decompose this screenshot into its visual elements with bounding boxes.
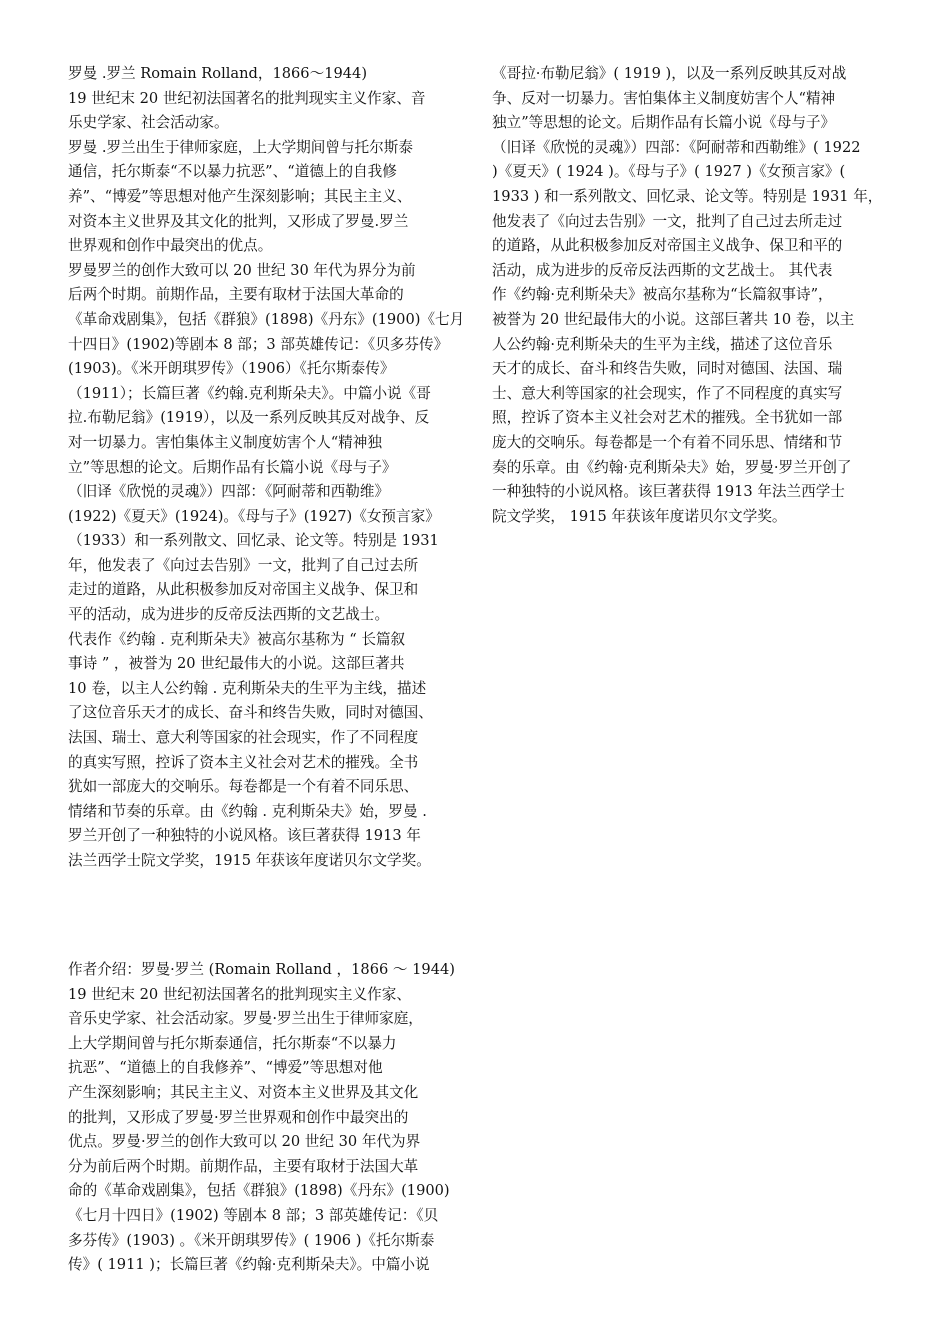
text-line: 独立”等思想的论文。后期作品有长篇小说《母与子》: [492, 114, 836, 132]
text-line: 音乐史学家、社会活动家。罗曼·罗兰出生于律师家庭，: [68, 1010, 423, 1028]
text-line: 法国、瑞士、意大利等国家的社会现实，作了不同程度: [68, 729, 419, 747]
text-line: 年，他发表了《向过去告别》一文，批判了自己过去所: [68, 556, 419, 574]
text-line: 士、意大利等国家的社会现实，作了不同程度的真实写: [492, 384, 843, 402]
text-line: 事诗 ” ，被誉为 20 世纪最伟大的小说。这部巨著共: [68, 655, 405, 673]
text-line: 19 世纪末 20 世纪初法国著名的批判现实主义作家、: [68, 985, 411, 1003]
text-line: 十四日》(1902)等剧本 8 部；3 部英雄传记：《贝多芬传》: [68, 335, 449, 353]
text-line: 命的《革命戏剧集》，包括《群狼》(1898)《丹东》(1900): [68, 1182, 450, 1200]
text-line: 乐史学家、社会活动家。: [68, 114, 229, 132]
text-line: （旧译《欣悦的灵魂》）四部：《阿耐蒂和西勒维》( 1922: [492, 138, 861, 156]
text-line: 分为前后两个时期。前期作品，主要有取材于法国大革: [68, 1157, 419, 1175]
right-column: [492, 62, 892, 529]
text-line: 后两个时期。前期作品，主要有取材于法国大革命的: [68, 286, 404, 304]
text-line: 对一切暴力。害怕集体主义制度妨害个人“精神独: [68, 433, 382, 451]
text-line: 1933 ) 和一系列散文、回忆录、论文等。特别是 1931 年，: [492, 187, 883, 205]
text-line: 多芬传》(1903) 。《米开朗琪罗传》( 1906 )《托尔斯泰: [68, 1231, 435, 1249]
text-line: 被誉为 20 世纪最伟大的小说。这部巨著共 10 卷，以主: [492, 310, 855, 328]
text-line: 天才的成长、奋斗和终告失败，同时对德国、法国、瑞: [492, 360, 843, 378]
text-line: 罗曼罗兰的创作大致可以 20 世纪 30 年代为界分为前: [68, 261, 416, 279]
text-line: 走过的道路，从此积极参加反对帝国主义战争、保卫和: [68, 581, 419, 599]
text-line: 19 世纪末 20 世纪初法国著名的批判现实主义作家、音: [68, 89, 426, 107]
text-line: 罗曼 .罗兰出生于律师家庭，上大学期间曾与托尔斯泰: [68, 138, 413, 156]
text-line: 人公约翰·克利斯朵夫的生平为主线，描述了这位音乐: [492, 335, 833, 353]
text-line: (1922)《夏天》(1924)。《母与子》(1927)《女预言家》: [68, 507, 440, 525]
text-line: 对资本主义世界及其文化的批判，又形成了罗曼.罗兰: [68, 212, 409, 230]
text-line: 罗曼 .罗兰 Romain Rolland，1866～1944): [68, 65, 368, 82]
left-column-top: [68, 62, 478, 874]
text-line: （1911）；长篇巨著《约翰.克利斯朵夫》。中篇小说《哥: [68, 384, 431, 402]
text-line: 庞大的交响乐。每卷都是一个有着不同乐思、情绪和节: [492, 433, 843, 451]
text-line: 照，控诉了资本主义社会对艺术的摧残。全书犹如一部: [492, 409, 843, 427]
text-line: 代表作《约翰 . 克利斯朵夫》被高尔基称为 “ 长篇叙: [68, 630, 406, 648]
text-line: 的批判，又形成了罗曼·罗兰世界观和创作中最突出的: [68, 1108, 409, 1126]
text-line: 《哥拉·布勒尼翁》( 1919 )，以及一系列反映其反对战: [492, 65, 847, 82]
text-line: （1933）和一系列散文、回忆录、论文等。特别是 1931: [68, 532, 439, 550]
text-line: 作《约翰·克利斯朵夫》被高尔基称为“长篇叙事诗”，: [492, 286, 833, 304]
text-line: 他发表了《向过去告别》一文，批判了自己过去所走过: [492, 212, 843, 230]
text-line: 优点。罗曼·罗兰的创作大致可以 20 世纪 30 年代为界: [68, 1133, 421, 1151]
text-line: (1903)。《米开朗琪罗传》（1906）《托尔斯泰传》: [68, 360, 395, 378]
text-line: 立”等思想的论文。后期作品有长篇小说《母与子》: [68, 458, 397, 476]
text-line: 法兰西学士院文学奖，1915 年获该年度诺贝尔文学奖。: [68, 852, 431, 869]
text-line: )《夏天》( 1924 )。《母与子》( 1927 )《女预言家》(: [492, 163, 846, 181]
text-line: 奏的乐章。由《约翰·克利斯朵夫》始，罗曼·罗兰开创了: [492, 458, 852, 476]
text-line: 养”、“博爱”等思想对他产生深刻影响；其民主主义、: [68, 187, 412, 205]
text-line: 拉.布勒尼翁》(1919），以及一系列反映其反对战争、反: [68, 409, 430, 427]
text-line: 的真实写照，控诉了资本主义社会对艺术的摧残。全书: [68, 753, 419, 771]
text-line: 院文学奖， 1915 年获该年度诺贝尔文学奖。: [492, 507, 787, 525]
text-line: 平的活动，成为进步的反帝反法西斯的文艺战士。: [68, 606, 390, 624]
text-line: 作者介绍：罗曼·罗兰 (Romain Rolland ，1866 ～ 1944): [68, 961, 455, 978]
text-line: 活动，成为进步的反帝反法西斯的文艺战士。 其代表: [492, 261, 833, 279]
text-line: 一种独特的小说风格。该巨著获得 1913 年法兰西学士: [492, 483, 845, 501]
text-line: 《革命戏剧集》，包括《群狼》(1898)《丹东》(1900)《七月: [68, 310, 465, 328]
text-line: （旧译《欣悦的灵魂》）四部：《阿耐蒂和西勒维》: [68, 483, 390, 501]
text-line: 产生深刻影响；其民主主义、对资本主义世界及其文化: [68, 1083, 419, 1101]
text-line: 抗恶”、“道德上的自我修养”、“博爱”等思想对他: [68, 1059, 383, 1077]
text-line: 争、反对一切暴力。害怕集体主义制度妨害个人“精神: [492, 89, 836, 107]
text-line: 通信，托尔斯泰“不以暴力抗恶”、“道德上的自我修: [68, 163, 397, 181]
text-line: 上大学期间曾与托尔斯泰通信，托尔斯泰“不以暴力: [68, 1034, 397, 1052]
text-line: 情绪和节奏的乐章。由《约翰 . 克利斯朵夫》始，罗曼 .: [68, 802, 427, 820]
left-column-bottom: [68, 958, 478, 1278]
text-line: 世界观和创作中最突出的优点。: [68, 237, 273, 255]
text-line: 犹如一部庞大的交响乐。每卷都是一个有着不同乐思、: [68, 778, 419, 796]
text-line: 罗兰开创了一种独特的小说风格。该巨著获得 1913 年: [68, 827, 421, 845]
text-line: 传》( 1911 )；长篇巨著《约翰·克利斯朵夫》。中篇小说: [68, 1256, 430, 1274]
text-line: 10 卷，以主人公约翰 . 克利斯朵夫的生平为主线，描述: [68, 679, 427, 697]
text-line: 了这位音乐天才的成长、奋斗和终告失败，同时对德国、: [68, 704, 433, 722]
text-line: 《七月十四日》(1902) 等剧本 8 部；3 部英雄传记：《贝: [68, 1206, 439, 1224]
text-line: 的道路，从此积极参加反对帝国主义战争、保卫和平的: [492, 237, 843, 255]
